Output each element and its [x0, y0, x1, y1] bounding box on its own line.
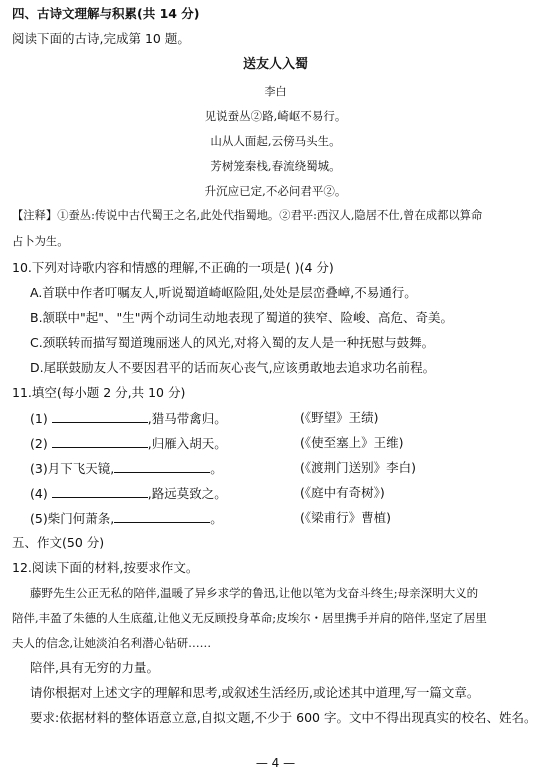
poem-line: 芳树笼秦栈,春流绕蜀城。 — [210, 159, 341, 173]
fill-blank[interactable] — [52, 410, 148, 423]
note-line: 占卜为生。 — [12, 235, 69, 248]
section4-heading: 四、古诗文理解与积累(共 14 分) — [12, 6, 200, 21]
q11-item-suffix: ,归雁入胡天。 — [147, 436, 227, 451]
q11-item-suffix: ,路远莫致之。 — [147, 486, 227, 501]
q11-item-prefix: (2) — [30, 436, 48, 451]
q11-stem: 11.填空(每小题 2 分,共 10 分) — [12, 385, 186, 400]
q11-source: (《使至塞上》王维) — [300, 435, 404, 450]
q10-option: C.颈联转而描写蜀道瑰丽迷人的风光,对将入蜀的友人是一种抚慰与鼓舞。 — [30, 335, 435, 350]
fill-blank[interactable] — [114, 460, 210, 473]
fill-blank[interactable] — [52, 485, 148, 498]
q11-item — [30, 410, 227, 427]
q10-option: A.首联中作者叮嘱友人,听说蜀道崎岖险阻,处处是层峦叠嶂,不易通行。 — [30, 285, 417, 300]
q11-item-suffix: ,猎马带禽归。 — [147, 411, 227, 426]
section5-heading: 五、作文(50 分) — [12, 535, 105, 550]
q11-item-prefix: (1) — [30, 411, 48, 426]
q11-source: (《庭中有奇树》) — [300, 485, 385, 500]
material-line: 藤野先生公正无私的陪伴,温暖了异乡求学的鲁迅,让他以笔为戈奋斗终生;母亲深明大义的 — [30, 586, 479, 600]
q11-item — [30, 460, 223, 477]
q11-source: (《野望》王绩) — [300, 410, 379, 425]
q11-source: (《渡荆门送别》李白) — [300, 460, 417, 475]
q12-stem: 12.阅读下面的材料,按要求作文。 — [12, 560, 199, 575]
poem-title: 送友人入蜀 — [242, 57, 308, 72]
q10-option: D.尾联鼓励友人不要因君平的话而灰心丧气,应该勇敢地去追求功名前程。 — [30, 360, 436, 375]
material-conclusion: 陪伴,具有无穷的力量。 — [30, 660, 159, 675]
poem-line: 升沉应已定,不必问君平②。 — [204, 184, 347, 198]
q11-item — [30, 485, 227, 502]
poem-author: 李白 — [264, 85, 287, 98]
q11-item — [30, 510, 223, 527]
q11-item — [30, 435, 227, 452]
q11-item-suffix: 。 — [210, 511, 223, 526]
material-line: 夫人的信念,让她淡泊名利潜心钻研…… — [12, 636, 212, 650]
q10-stem: 10.下列对诗歌内容和情感的理解,不正确的一项是( )(4 分) — [12, 260, 334, 275]
q11-item-prefix: (5)柴门何萧条, — [30, 511, 115, 526]
poem-line: 山从人面起,云傍马头生。 — [210, 134, 341, 148]
essay-requirement: 要求:依据材料的整体语意立意,自拟文题,不少于 600 字。文中不得出现真实的校名、姓名。 — [30, 710, 537, 725]
material-line: 陪伴,丰盈了朱德的人生底蕴,让他义无反顾投身革命;皮埃尔・居里携手并肩的陪伴,坚定了居里 — [12, 611, 487, 625]
q11-item-suffix: 。 — [210, 461, 223, 476]
q11-source: (《梁甫行》曹植) — [300, 510, 392, 525]
fill-blank[interactable] — [114, 510, 210, 523]
page-number: — 4 — — [255, 756, 296, 770]
q11-item-prefix: (3)月下飞天镜, — [30, 461, 115, 476]
essay-task: 请你根据对上述文字的理解和思考,或叙述生活经历,或论述其中道理,写一篇文章。 — [30, 685, 480, 700]
note-line: 【注释】①蚕丛:传说中古代蜀王之名,此处代指蜀地。②君平:西汉人,隐居不仕,曾在成都以算命 — [12, 209, 483, 222]
q11-item-prefix: (4) — [30, 486, 48, 501]
q10-option: B.颔联中"起"、"生"两个动词生动地表现了蜀道的狭窄、险峻、高危、奇美。 — [30, 310, 454, 325]
instruction: 阅读下面的古诗,完成第 10 题。 — [12, 31, 190, 46]
poem-line: 见说蚕丛②路,崎岖不易行。 — [204, 109, 347, 123]
fill-blank[interactable] — [52, 435, 148, 448]
